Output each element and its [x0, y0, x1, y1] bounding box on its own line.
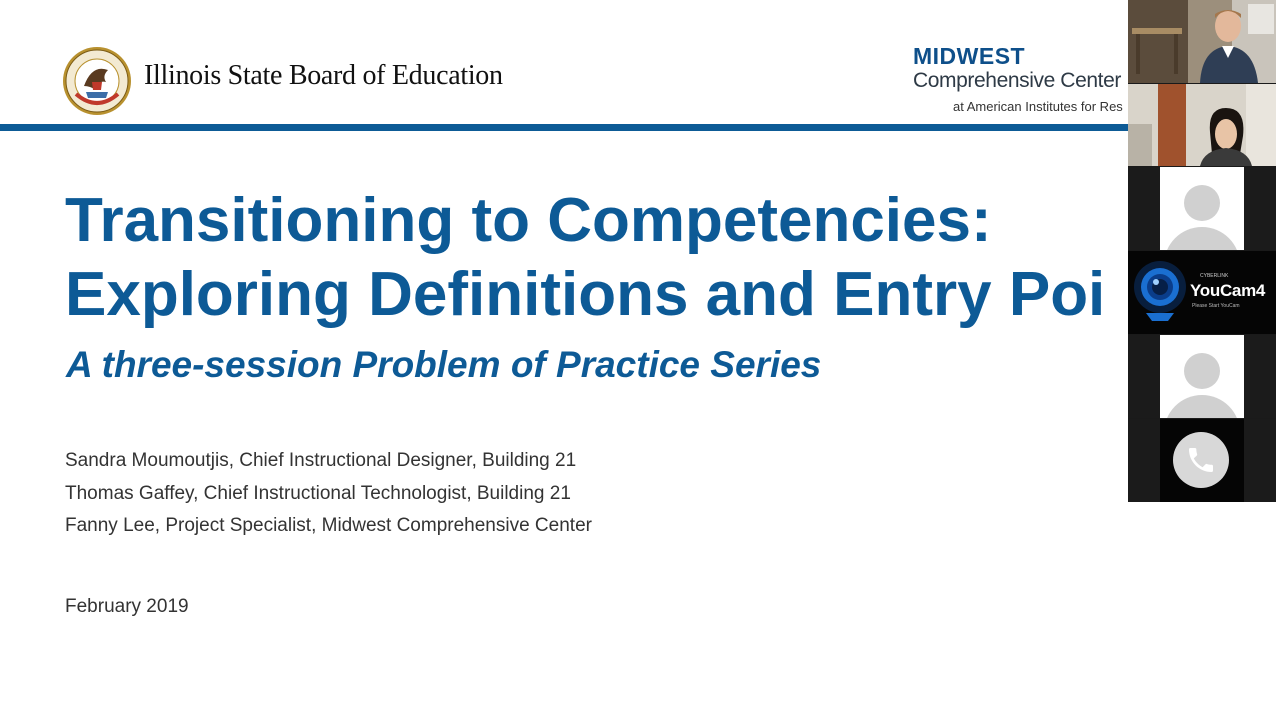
user-avatar-icon	[1160, 335, 1244, 418]
cyberlink-text: CYBERLINK	[1200, 273, 1229, 279]
participant-video-tile	[1128, 419, 1276, 502]
youcam-name-text: YouCam	[1190, 281, 1256, 300]
organization-name: Illinois State Board of Education	[144, 60, 503, 91]
header-divider	[0, 124, 1276, 131]
participant-video-tile[interactable]	[1128, 84, 1276, 166]
midwest-comprehensive-center-logo	[913, 43, 1153, 115]
participant-video-tile[interactable]	[1128, 167, 1276, 250]
phone-participant-area	[1160, 419, 1244, 502]
logo-air-text: at American Institutes for Res	[953, 99, 1123, 114]
participant-video-tile[interactable]	[1128, 0, 1276, 83]
presenter-item: Fanny Lee, Project Specialist, Midwest Comprehensive Center	[65, 515, 592, 536]
slide-subtitle: A three-session Problem of Practice Series	[66, 344, 822, 385]
slide-title	[65, 184, 1105, 332]
phone-call-button[interactable]	[1173, 432, 1229, 488]
participant-video-feed	[1128, 0, 1276, 83]
video-participants-panel	[1128, 0, 1276, 502]
illinois-state-seal-icon	[62, 46, 132, 116]
presentation-date: February 2019	[65, 596, 189, 617]
webcam-icon	[1128, 251, 1188, 334]
user-avatar-icon	[1160, 167, 1244, 250]
presenter-list	[65, 445, 592, 543]
phone-icon	[1185, 444, 1217, 476]
presenter-item: Thomas Gaffey, Chief Instructional Technologist, Building 21	[65, 482, 571, 504]
presenter-item: Sandra Moumoutjis, Chief Instructional Designer, Building 21	[65, 450, 577, 471]
logo-midwest-text: MIDWEST	[913, 43, 1026, 69]
youcam-start-hint: Please Start YouCam	[1192, 303, 1240, 309]
slide-title-line-2: Exploring Definitions and Entry Poi	[65, 260, 1106, 329]
participant-video-feed	[1128, 84, 1276, 166]
slide-title-line-1: Transitioning to Competencies:	[65, 186, 992, 255]
participant-video-tile[interactable]	[1128, 251, 1276, 334]
logo-center-text: Comprehensive Center	[913, 69, 1121, 92]
participant-video-tile[interactable]	[1128, 335, 1276, 418]
youcam-app-name	[1190, 281, 1265, 301]
youcam-version-text: 4	[1255, 281, 1266, 300]
